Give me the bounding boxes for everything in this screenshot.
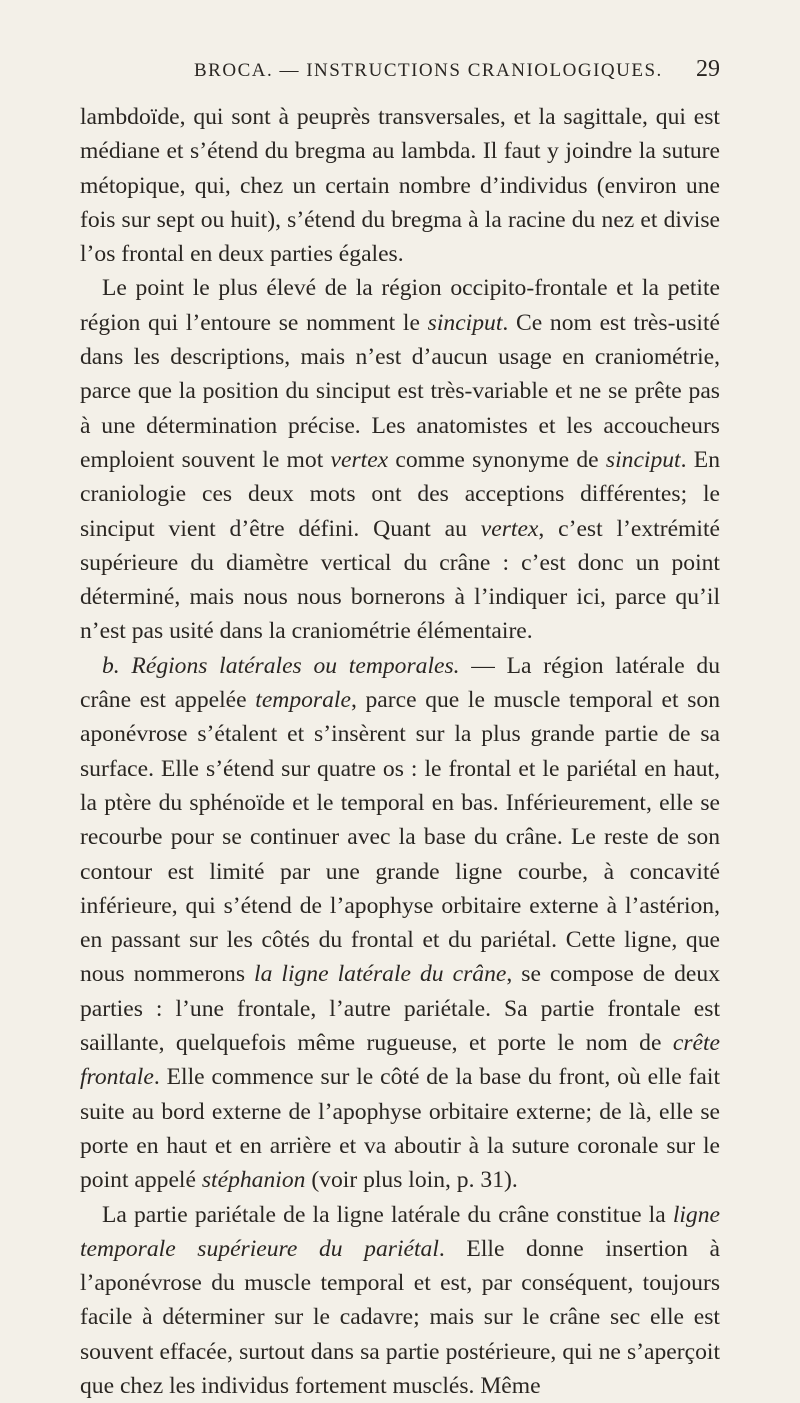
text-run: . En craniologie ces deux mots ont des acceptions différentes; le sinciput vient d’être défini. Quant au [80,447,720,542]
text-run: . Elle commence sur le côté de la base du front, où elle fait suite au bord externe de l’apophyse orbitaire externe; de là, elle se porte en haut et en arrière et va aboutir à la suture coronale sur le point appelé [80,1064,720,1193]
italic-text: b. Régions latérales ou temporales. [102,653,460,679]
page-number: 29 [696,56,720,83]
text-run: (voir plus loin, p. 31). [305,1167,517,1193]
italic-text: vertex [331,447,389,473]
italic-text: stéphanion [202,1167,306,1193]
body-text [80,100,720,1403]
text-run: , parce que le muscle temporal et son aponévrose s’étalent et s’insèrent sur la plus grande partie de sa surface. Elle s’étend sur quatre os : le frontal et le pariétal en haut, la ptère du sphénoïde et le temporal en bas. Inférieurement, elle se recourbe pour se continuer avec la base du crâne. Le reste de son contour est limité par une grande ligne courbe, à concavité inférieure, qui s’étend de l’apophyse orbitaire externe à l’astérion, en passant sur les côtés du frontal et du pariétal. Cette ligne, que nous nommerons [80,687,720,987]
italic-text: vertex [481,516,539,542]
paragraph-regions-laterales [80,649,720,1198]
text-run: comme synonyme de [388,447,606,473]
italic-text: la ligne latérale du crâne [254,961,506,987]
paragraph-sinciput [80,271,720,648]
running-head: BROCA. — INSTRUCTIONS CRANIOLOGIQUES. [194,60,663,82]
page-header [80,60,720,100]
italic-text: temporale [255,687,351,713]
italic-text: sinciput [428,310,503,336]
italic-text: crête frontale [80,1030,720,1090]
text-run: — La région latérale du crâne est appelée [80,653,720,713]
paragraph-partie-parietale [80,1198,720,1403]
text-run: , se compose de deux parties : l’une frontale, l’autre pariétale. Sa partie frontale est saillante, quelquefois même rugueuse, et porte le nom de [80,961,720,1056]
paragraph-1 [80,100,720,271]
text-run: lambdoïde, qui sont à peuprès transversales, et la sagittale, qui est médiane et s’étend du bregma au lambda. Il faut y joindre la suture métopique, qui, chez un certain nombre d’individus (environ une fois sur sept ou huit), s’étend du bregma à la racine du nez et divise l’os frontal en deux parties égales. [80,104,720,267]
text-run: Le point le plus élevé de la région occipito-frontale et la petite région qui l’entoure se nomment le [80,275,720,335]
text-run: La partie pariétale de la ligne latérale du crâne constitue la [102,1202,673,1228]
text-run: . Ce nom est très-usité dans les descriptions, mais n’est d’aucun usage en craniométrie, parce que la position du sinciput est très-variable et ne se prête pas à une détermination précise. Les anatomistes et les accoucheurs emploient souvent le mot [80,310,720,473]
text-run: . Elle donne insertion à l’aponévrose du muscle temporal et est, par conséquent, toujours facile à déterminer sur le cadavre; mais sur le crâne sec elle est souvent effacée, surtout dans sa partie postérieure, qui ne s’aperçoit que chez les individus fortement musclés. Même [80,1236,720,1399]
text-run: , c’est l’extrémité supérieure du diamètre vertical du crâne : c’est donc un point déterminé, mais nous nous bornerons à l’indiquer ici, parce qu’il n’est pas usité dans la craniométrie élémentaire. [80,516,720,645]
italic-text: sinciput [606,447,681,473]
italic-text: ligne temporale supérieure du pariétal [80,1202,720,1262]
